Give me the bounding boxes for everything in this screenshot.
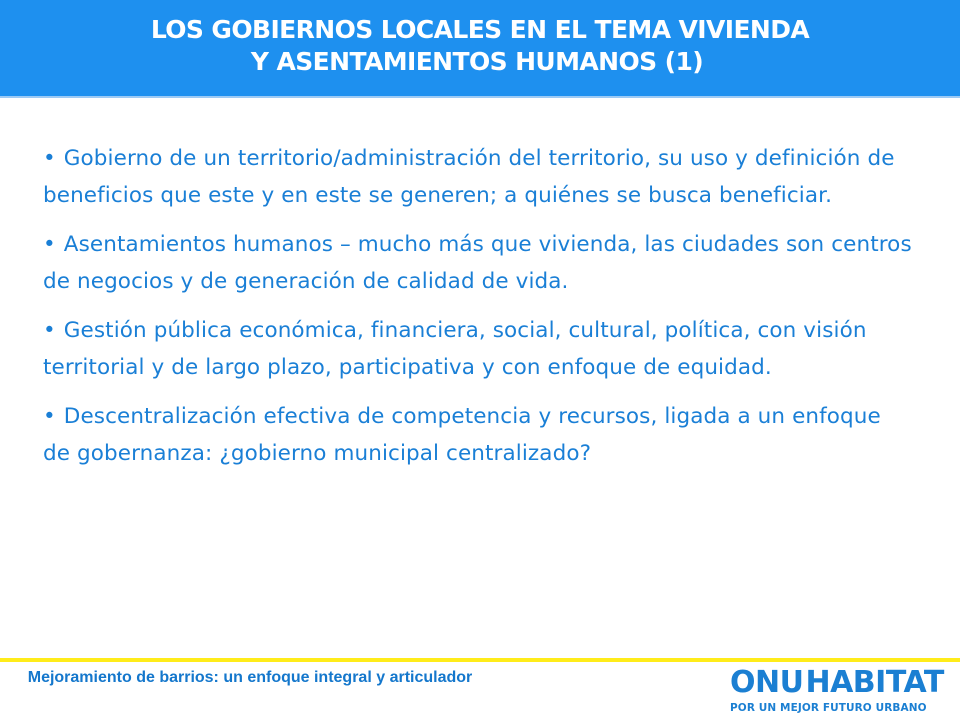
bullet-item [43, 398, 913, 472]
footer-divider [0, 658, 960, 662]
bullet-text: Gobierno de un territorio/administración del territorio, su uso y definición de beneficios que este y en este se generen; a quiénes se busca beneficiar. [43, 146, 895, 208]
bullet-marker: • [43, 404, 56, 429]
bullet-text: Gestión pública económica, financiera, social, cultural, política, con visión territorial y de largo plazo, participativa y con enfoque de equidad. [43, 318, 867, 380]
bullet-list [43, 140, 913, 484]
title-banner [0, 0, 960, 98]
bullet-text: Asentamientos humanos – mucho más que vivienda, las ciudades son centros de negocios y de generación de calidad de vida. [43, 232, 912, 294]
logo-text-onu: ONU [730, 665, 804, 700]
un-habitat-logo [730, 665, 944, 717]
logo-tagline: POR UN MEJOR FUTURO URBANO [730, 702, 927, 714]
bullet-text: Descentralización efectiva de competencia y recursos, ligada a un enfoque de gobernanza: ¿gobierno municipal centralizado? [43, 404, 881, 466]
bullet-marker: • [43, 146, 56, 171]
footer-caption: Mejoramiento de barrios: un enfoque integral y articulador [27, 669, 473, 686]
bullet-marker: • [43, 232, 56, 257]
logo-text-habitat: HABITAT [805, 665, 944, 700]
bullet-item [43, 312, 913, 386]
bullet-marker: • [43, 318, 56, 343]
slide-title-line-1: LOS GOBIERNOS LOCALES EN EL TEMA VIVIENDA [150, 15, 810, 44]
bullet-item [43, 226, 913, 300]
bullet-item [43, 140, 913, 214]
slide-title-line-2: Y ASENTAMIENTOS HUMANOS (1) [250, 47, 704, 76]
